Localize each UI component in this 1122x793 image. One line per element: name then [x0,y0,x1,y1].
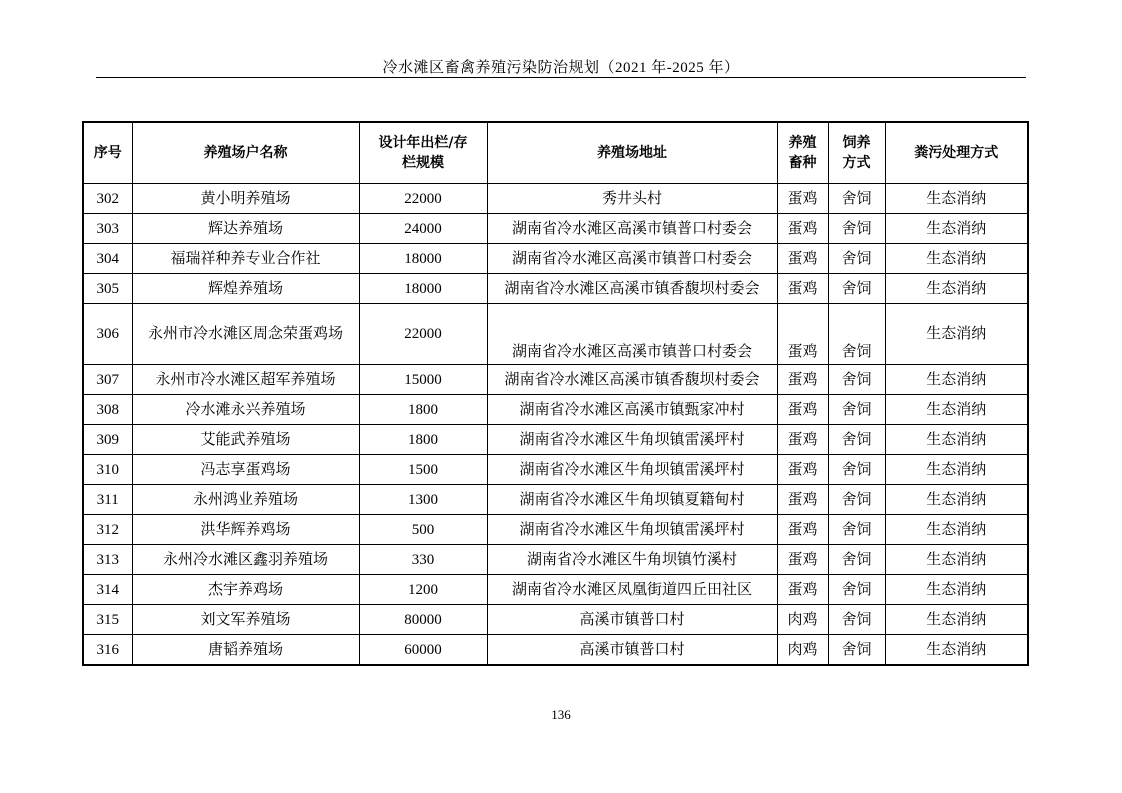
table-row [83,425,1028,455]
cell-name: 冯志享蛋鸡场 [132,455,359,485]
cell-method: 舍饲 [828,545,885,575]
cell-no: 315 [83,605,132,635]
col-header-species: 养殖畜种 [777,122,828,184]
cell-address: 湖南省冷水滩区牛角坝镇雷溪坪村 [487,425,777,455]
table-row [83,575,1028,605]
cell-treatment: 生态消纳 [885,395,1028,425]
cell-scale: 18000 [359,274,487,304]
cell-no: 303 [83,214,132,244]
cell-species: 蛋鸡 [777,515,828,545]
cell-species: 蛋鸡 [777,575,828,605]
table-row [83,395,1028,425]
cell-name: 刘文军养殖场 [132,605,359,635]
cell-address: 湖南省冷水滩区牛角坝镇竹溪村 [487,545,777,575]
cell-method: 舍饲 [828,244,885,274]
cell-name: 永州市冷水滩区超军养殖场 [132,365,359,395]
cell-method: 舍饲 [828,365,885,395]
cell-name: 永州冷水滩区鑫羽养殖场 [132,545,359,575]
header-rule [96,77,1026,78]
cell-scale: 22000 [359,184,487,214]
cell-scale: 1300 [359,485,487,515]
table-row [83,455,1028,485]
table-row [83,365,1028,395]
table-row [83,274,1028,304]
cell-address: 湖南省冷水滩区牛角坝镇雷溪坪村 [487,455,777,485]
cell-no: 312 [83,515,132,545]
cell-method: 舍饲 [828,635,885,666]
table-row [83,214,1028,244]
cell-scale: 1500 [359,455,487,485]
cell-address: 湖南省冷水滩区高溪市镇普口村委会 [487,304,777,365]
cell-species: 蛋鸡 [777,455,828,485]
cell-address: 高溪市镇普口村 [487,605,777,635]
cell-no: 308 [83,395,132,425]
cell-scale: 18000 [359,244,487,274]
cell-no: 314 [83,575,132,605]
col-header-treatment: 粪污处理方式 [885,122,1028,184]
cell-treatment: 生态消纳 [885,635,1028,666]
cell-name: 杰宇养鸡场 [132,575,359,605]
cell-address: 湖南省冷水滩区高溪市镇香馥坝村委会 [487,365,777,395]
table-row [83,485,1028,515]
cell-species: 肉鸡 [777,635,828,666]
cell-treatment: 生态消纳 [885,545,1028,575]
cell-scale: 22000 [359,304,487,365]
cell-treatment: 生态消纳 [885,214,1028,244]
cell-treatment: 生态消纳 [885,274,1028,304]
cell-species: 蛋鸡 [777,425,828,455]
page-number: 136 [551,707,571,722]
cell-address: 秀井头村 [487,184,777,214]
cell-no: 302 [83,184,132,214]
cell-method: 舍饲 [828,274,885,304]
cell-name: 永州鸿业养殖场 [132,485,359,515]
cell-name: 永州市冷水滩区周念荣蛋鸡场 [132,304,359,365]
table-row [83,304,1028,365]
cell-scale: 60000 [359,635,487,666]
cell-no: 304 [83,244,132,274]
cell-name: 唐韬养殖场 [132,635,359,666]
cell-species: 蛋鸡 [777,184,828,214]
cell-treatment: 生态消纳 [885,485,1028,515]
table-row [83,605,1028,635]
cell-address: 湖南省冷水滩区牛角坝镇夏籍甸村 [487,485,777,515]
cell-no: 316 [83,635,132,666]
cell-no: 310 [83,455,132,485]
cell-method: 舍饲 [828,605,885,635]
cell-no: 307 [83,365,132,395]
table-row [83,244,1028,274]
cell-address: 高溪市镇普口村 [487,635,777,666]
col-header-name: 养殖场户名称 [132,122,359,184]
cell-address: 湖南省冷水滩区凤凰街道四丘田社区 [487,575,777,605]
cell-address: 湖南省冷水滩区高溪市镇普口村委会 [487,214,777,244]
cell-no: 305 [83,274,132,304]
col-header-scale: 设计年出栏/存栏规模 [359,122,487,184]
table-row [83,515,1028,545]
table-row [83,635,1028,666]
cell-scale: 80000 [359,605,487,635]
cell-address: 湖南省冷水滩区高溪市镇甄家冲村 [487,395,777,425]
cell-name: 辉煌养殖场 [132,274,359,304]
cell-address: 湖南省冷水滩区高溪市镇香馥坝村委会 [487,274,777,304]
cell-scale: 1800 [359,395,487,425]
cell-no: 311 [83,485,132,515]
cell-method: 舍饲 [828,485,885,515]
cell-treatment: 生态消纳 [885,425,1028,455]
cell-species: 蛋鸡 [777,545,828,575]
cell-species: 肉鸡 [777,605,828,635]
table-header-row [83,122,1028,184]
cell-address: 湖南省冷水滩区牛角坝镇雷溪坪村 [487,515,777,545]
cell-scale: 15000 [359,365,487,395]
cell-scale: 1200 [359,575,487,605]
cell-species: 蛋鸡 [777,365,828,395]
cell-treatment: 生态消纳 [885,365,1028,395]
cell-method: 舍饲 [828,304,885,365]
cell-name: 洪华辉养鸡场 [132,515,359,545]
cell-species: 蛋鸡 [777,485,828,515]
col-header-method: 饲养方式 [828,122,885,184]
cell-species: 蛋鸡 [777,395,828,425]
cell-scale: 330 [359,545,487,575]
cell-treatment: 生态消纳 [885,244,1028,274]
cell-treatment: 生态消纳 [885,575,1028,605]
cell-method: 舍饲 [828,425,885,455]
cell-no: 306 [83,304,132,365]
cell-species: 蛋鸡 [777,274,828,304]
col-header-address: 养殖场地址 [487,122,777,184]
cell-name: 福瑞祥种养专业合作社 [132,244,359,274]
cell-method: 舍饲 [828,515,885,545]
col-header-no: 序号 [83,122,132,184]
cell-address: 湖南省冷水滩区高溪市镇普口村委会 [487,244,777,274]
table-row [83,545,1028,575]
cell-no: 313 [83,545,132,575]
cell-name: 黄小明养殖场 [132,184,359,214]
cell-name: 艾能武养殖场 [132,425,359,455]
cell-method: 舍饲 [828,455,885,485]
cell-treatment: 生态消纳 [885,304,1028,365]
cell-method: 舍饲 [828,575,885,605]
cell-treatment: 生态消纳 [885,184,1028,214]
cell-scale: 500 [359,515,487,545]
running-header-title: 冷水滩区畜禽养殖污染防治规划（2021 年-2025 年） [382,60,740,76]
table-row [83,184,1028,214]
cell-method: 舍饲 [828,395,885,425]
cell-scale: 1800 [359,425,487,455]
cell-species: 蛋鸡 [777,304,828,365]
farm-table [82,121,1029,666]
cell-method: 舍饲 [828,214,885,244]
cell-no: 309 [83,425,132,455]
cell-species: 蛋鸡 [777,214,828,244]
cell-treatment: 生态消纳 [885,455,1028,485]
cell-treatment: 生态消纳 [885,605,1028,635]
cell-name: 冷水滩永兴养殖场 [132,395,359,425]
cell-treatment: 生态消纳 [885,515,1028,545]
cell-species: 蛋鸡 [777,244,828,274]
cell-name: 辉达养殖场 [132,214,359,244]
cell-scale: 24000 [359,214,487,244]
cell-method: 舍饲 [828,184,885,214]
